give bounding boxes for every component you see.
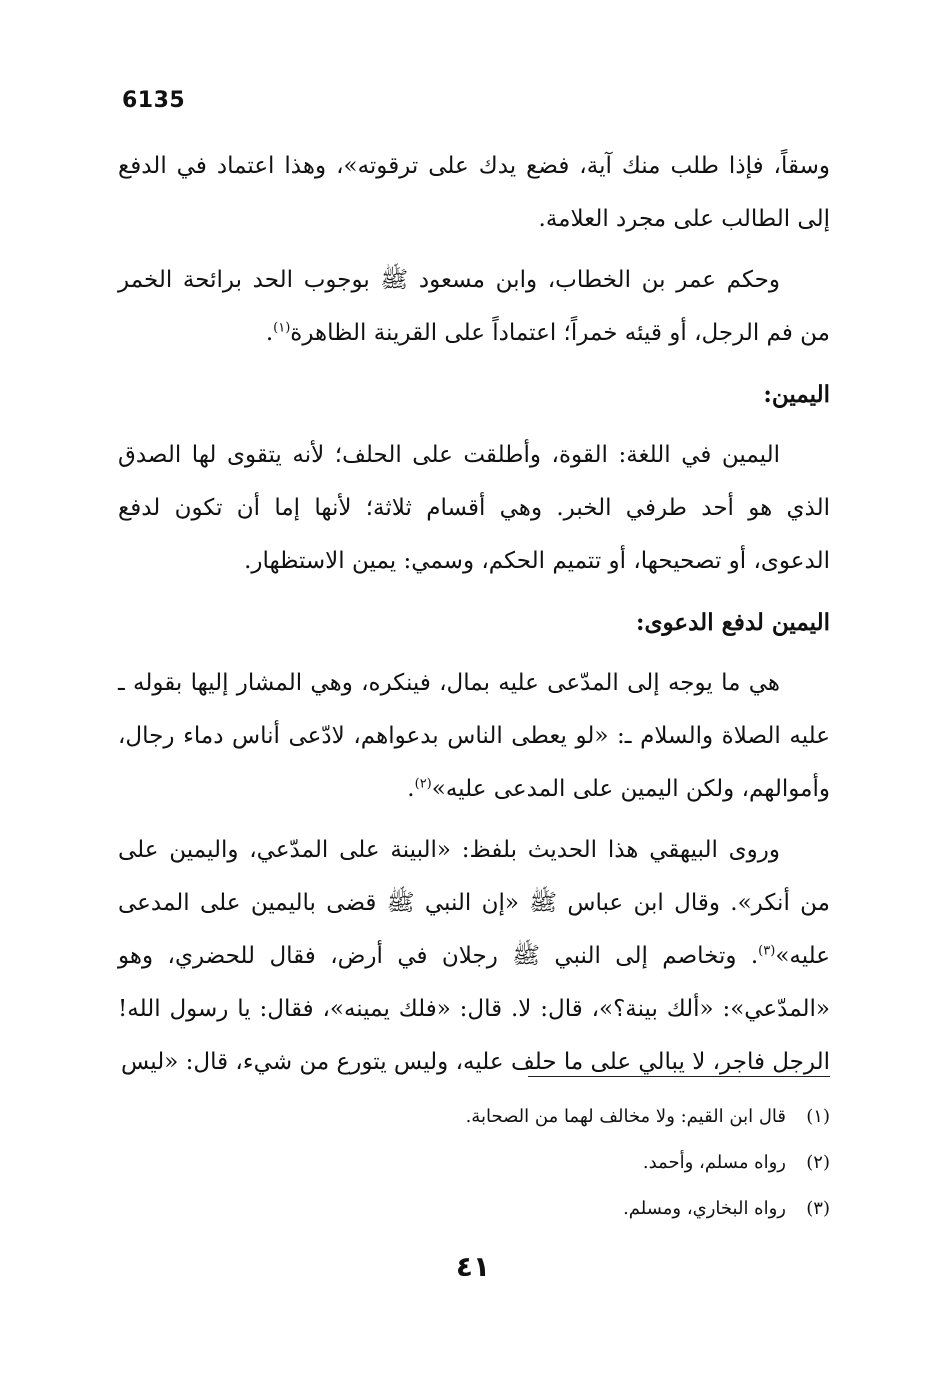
paragraph-2	[118, 254, 830, 360]
paragraph-1-text: وسقاً، فإذا طلب منك آية، فضع يدك على ترقوته»، وهذا اعتماد في الدفع إلى الطالب على مجرد العلامة.	[118, 153, 830, 232]
paragraph-1	[118, 140, 830, 246]
footnote-ref-1[interactable]: (١)	[273, 320, 291, 336]
paragraph-5	[118, 824, 830, 1089]
section-heading-yamin: اليمين:	[763, 381, 830, 408]
paragraph-4-text: هي ما يوجه إلى المدّعى عليه بمال، فينكره، وهي المشار إليها بقوله ـ عليه الصلاة والسلام ـ: «لو يعطى الناس بدعواهم، لادّعى أناس دماء رجال، وأموالهم، ولكن اليمين على المدعى عليه»	[118, 670, 830, 802]
footnote-ref-2[interactable]: (٢)	[414, 776, 432, 792]
footnote-3	[118, 1186, 830, 1232]
footnote-1-text: قال ابن القيم: ولا مخالف لهما من الصحابة.	[465, 1106, 786, 1127]
page-number: ٤١	[455, 1250, 491, 1283]
footnote-1	[118, 1094, 830, 1140]
section-heading-yamin-daf: اليمين لدفع الدعوى:	[636, 609, 830, 636]
footnote-3-number: (٣)	[806, 1198, 830, 1219]
footnote-1-number: (١)	[806, 1106, 830, 1127]
paragraph-2-end: .	[265, 320, 274, 346]
paragraph-3-text: اليمين في اللغة: القوة، وأطلقت على الحلف؛ لأنه يتقوى لها الصدق الذي هو أحد طرفي الخبر. وهي أقسام ثلاثة؛ لأنها إما أن تكون لدفع الدعوى، أو تصحيحها، أو تتميم الحكم، وسمي: يمين الاستظهار.	[118, 442, 830, 574]
footnote-3-text: رواه البخاري، ومسلم.	[623, 1198, 786, 1219]
main-text	[118, 140, 830, 1097]
paragraph-3	[118, 429, 830, 588]
footnote-ref-3[interactable]: (٣)	[758, 943, 776, 959]
paragraph-4-end: .	[407, 776, 415, 802]
paragraph-4	[118, 657, 830, 816]
footnote-2	[118, 1140, 830, 1186]
paragraph-5-text-a: وروى البيهقي هذا الحديث بلفظ: «البينة على المدّعي، واليمين على من أنكر». وقال ابن عباس ﷺ «إن النبي ﷺ قضى باليمين على المدعى عليه»	[118, 837, 830, 969]
footnotes	[118, 1094, 830, 1232]
paragraph-5-text-b: . وتخاصم إلى النبي ﷺ رجلان في أرض، فقال للحضري، وهو «المدّعي»: «ألك بينة؟»، قال: لا. قال: «فلك يمينه»، فقال: يا رسول الله! الرجل فاجر، لا يبالي على ما حلف عليه، وليس يتورع من شيء، قال: «ليس	[118, 943, 830, 1075]
footnote-2-number: (٢)	[806, 1152, 830, 1173]
page-id: 6135	[122, 88, 186, 113]
paragraph-2-text: وحكم عمر بن الخطاب، وابن مسعود ﷺ بوجوب الحد برائحة الخمر من فم الرجل، أو قيئه خمراً؛ اعتماداً على القرينة الظاهرة	[118, 267, 830, 346]
footnote-2-text: رواه مسلم، وأحمد.	[642, 1152, 786, 1173]
footnote-divider	[528, 1076, 830, 1077]
